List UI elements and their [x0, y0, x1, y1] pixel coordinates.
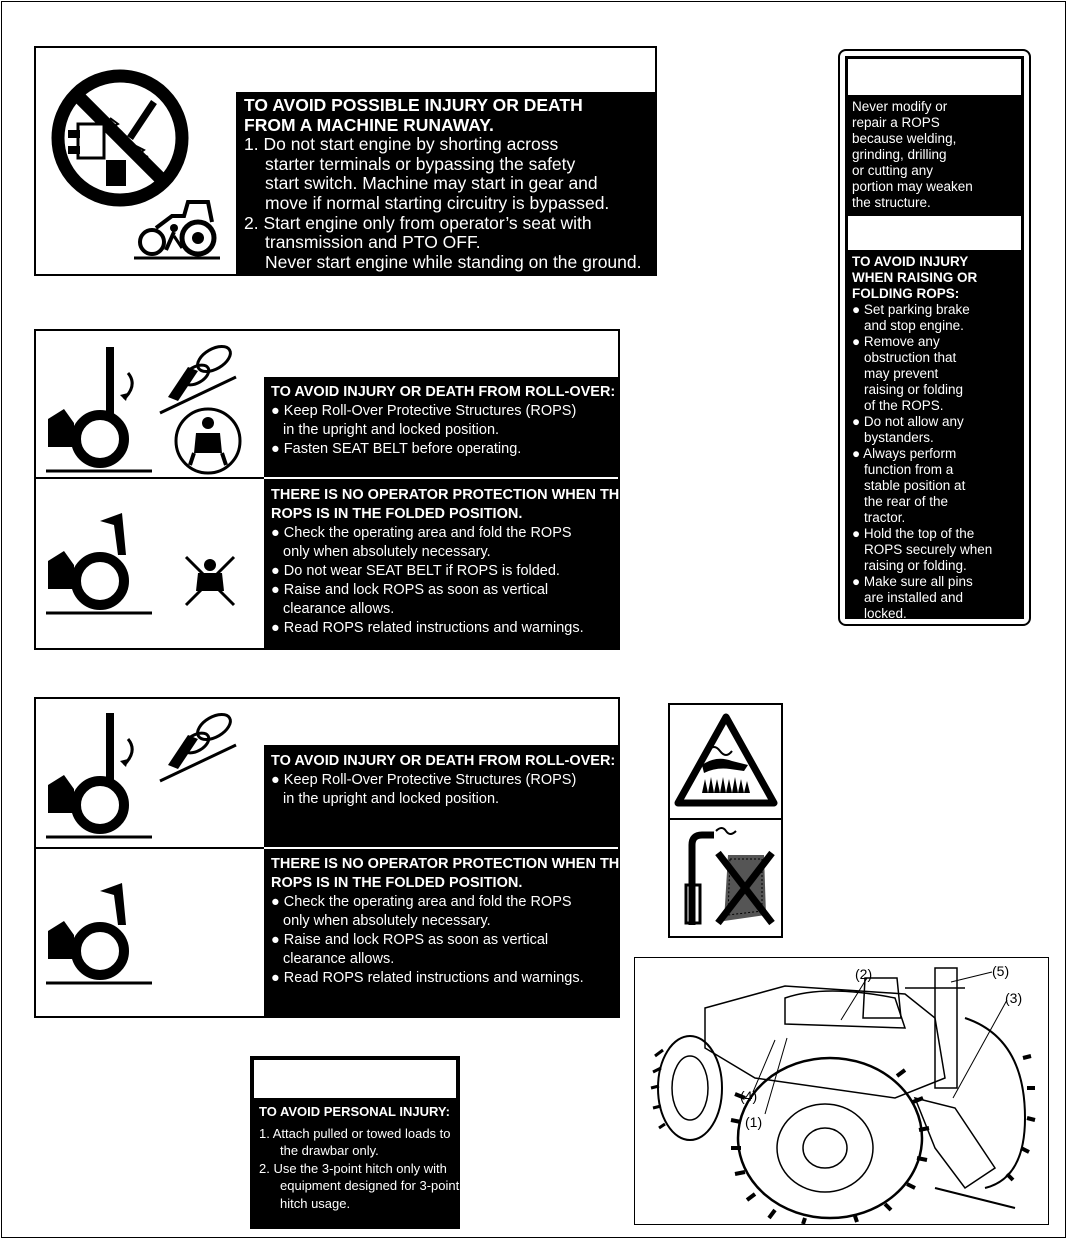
instruction-line: 1. Do not start engine by shorting across — [244, 134, 559, 155]
instruction-line: obstruction that — [864, 350, 957, 365]
rops-warning-label — [34, 697, 629, 1018]
rops-message-panel — [264, 331, 629, 648]
runaway-message-panel — [236, 48, 655, 274]
instruction-line: ● Always perform — [852, 446, 957, 461]
instruction-line: ● Make sure all pins — [852, 574, 973, 589]
callout-4: (4) — [740, 1088, 758, 1104]
rops-seatbelt-warning-label — [34, 329, 629, 650]
rops-modification-panel — [845, 56, 1024, 619]
signal-word-blank — [848, 59, 1021, 95]
instruction-line: the structure. — [852, 195, 931, 210]
instruction-line: 2. Use the 3-point hitch only with — [259, 1160, 447, 1176]
signal-word-blank — [264, 699, 618, 745]
instruction-line: tractor. — [864, 510, 906, 525]
instruction-line: grinding, drilling — [852, 147, 947, 162]
signal-word-blank — [236, 48, 655, 92]
rops-message-panel — [264, 699, 629, 1016]
instruction-line: ● Set parking brake — [852, 302, 970, 317]
instruction-line: ● Keep Roll-Over Protective Structures (ROPS) — [271, 772, 577, 788]
heading-line: TO AVOID INJURY OR DEATH FROM ROLL-OVER: — [271, 384, 616, 400]
hot-surface-warning-icon — [674, 713, 778, 809]
heading-line: WHEN RAISING OR — [852, 270, 978, 285]
heading-line: ROPS IS IN THE FOLDED POSITION. — [271, 506, 523, 522]
rops-modification-label — [838, 49, 1031, 626]
instruction-line: are installed and — [864, 590, 964, 605]
signal-word-blank — [264, 331, 618, 377]
instruction-line: start switch. Machine may start in gear and — [265, 173, 598, 194]
instruction-line: 2. Start engine only from operator’s seat with — [244, 212, 592, 233]
heading-line: TO AVOID INJURY — [852, 254, 969, 269]
heading-line: TO AVOID PERSONAL INJURY: — [259, 1104, 450, 1119]
tractor-runaway-icon — [132, 198, 222, 260]
instruction-line: the drawbar only. — [280, 1143, 379, 1159]
hot-surface-label — [668, 703, 783, 938]
instruction-line: and stop engine. — [864, 318, 964, 333]
heading-line: FROM A MACHINE RUNAWAY. — [244, 114, 494, 135]
no-start-circuit-bypass-icon — [50, 68, 190, 208]
panel-divider — [264, 847, 618, 849]
instruction-line: because welding, — [852, 131, 957, 146]
instruction-line: clearance allows. — [283, 601, 395, 617]
instruction-line: ROPS securely when — [864, 542, 993, 557]
panel-divider — [264, 477, 618, 479]
rollover-icon — [158, 705, 238, 783]
heading-line: THERE IS NO OPERATOR PROTECTION WHEN THE — [271, 856, 629, 872]
callout-2: (2) — [855, 966, 873, 982]
pictogram-divider — [36, 847, 264, 849]
instruction-line: raising or folding — [864, 382, 964, 397]
instruction-line: ● Raise and lock ROPS as soon as vertical — [271, 582, 549, 598]
pictogram-divider — [670, 818, 781, 820]
no-seat-belt-icon — [182, 553, 238, 609]
label-location-diagram — [634, 957, 1049, 1225]
instruction-line: in the upright and locked position. — [283, 791, 500, 807]
instruction-line: ● Do not allow any — [852, 414, 964, 429]
instruction-line: raising or folding. — [864, 558, 967, 573]
instruction-line: of the ROPS. — [864, 398, 944, 413]
instruction-line: repair a ROPS — [852, 115, 940, 130]
instruction-line: ● Check the operating area and fold the ROPS — [271, 894, 572, 910]
instruction-line: bystanders. — [864, 430, 934, 445]
instruction-line: Never start engine while standing on the ground. — [265, 251, 642, 272]
instruction-line: only when absolutely necessary. — [283, 913, 491, 929]
runaway-warning-label — [34, 46, 657, 276]
instruction-line: or cutting any — [852, 163, 934, 178]
instruction-line: portion may weaken — [852, 179, 973, 194]
instruction-line: starter terminals or bypassing the safety — [265, 153, 576, 174]
heading-line: TO AVOID INJURY OR DEATH FROM ROLL-OVER: — [271, 753, 616, 769]
instruction-line: in the upright and locked position. — [283, 422, 500, 438]
callout-5: (5) — [992, 963, 1010, 979]
instruction-line: ● Keep Roll-Over Protective Structures (ROPS) — [271, 403, 577, 419]
instruction-line: the rear of the — [864, 494, 949, 509]
rops-upright-icon — [44, 709, 154, 839]
no-hand-contact-exhaust-icon — [678, 825, 776, 933]
signal-word-blank — [848, 216, 1021, 250]
seat-belt-fastened-icon — [170, 407, 246, 475]
instruction-line: ● Read ROPS related instructions and warnings. — [271, 620, 584, 636]
drawbar-warning-label — [250, 1056, 460, 1229]
instruction-line: ● Raise and lock ROPS as soon as vertical — [271, 932, 549, 948]
signal-word-blank — [254, 1060, 456, 1098]
instruction-line: ● Check the operating area and fold the ROPS — [271, 525, 572, 541]
instruction-line: ● Hold the top of the — [852, 526, 975, 541]
instruction-line: move if normal starting circuitry is bypassed. — [265, 192, 610, 213]
callout-1: (1) — [745, 1114, 763, 1130]
heading-line: THERE IS NO OPERATOR PROTECTION WHEN THE — [271, 487, 629, 503]
callout-3: (3) — [1005, 990, 1023, 1006]
instruction-line: ● Fasten SEAT BELT before operating. — [271, 441, 522, 457]
rops-folded-icon — [44, 507, 154, 615]
instruction-line: Never modify or — [852, 99, 948, 114]
instruction-line: 1. Attach pulled or towed loads to — [259, 1125, 451, 1141]
instruction-line: ● Remove any — [852, 334, 940, 349]
instruction-line: may prevent — [864, 366, 939, 381]
instruction-line: ● Read ROPS related instructions and warnings. — [271, 970, 584, 986]
instruction-line: only when absolutely necessary. — [283, 544, 491, 560]
instruction-line: transmission and PTO OFF. — [265, 232, 481, 253]
instruction-line: function from a — [864, 462, 954, 477]
heading-line: ROPS IS IN THE FOLDED POSITION. — [271, 875, 523, 891]
instruction-line: clearance allows. — [283, 951, 395, 967]
instruction-line: locked. — [864, 606, 907, 621]
pictogram-divider — [36, 477, 264, 479]
tractor-illustration — [635, 958, 1048, 1224]
instruction-line: equipment designed for 3-point — [280, 1178, 460, 1194]
instruction-line: ● Do not wear SEAT BELT if ROPS is folded. — [271, 563, 560, 579]
rollover-icon — [158, 337, 238, 415]
instruction-line: stable position at — [864, 478, 966, 493]
heading-line: TO AVOID POSSIBLE INJURY OR DEATH — [244, 95, 583, 115]
rops-upright-icon — [44, 343, 154, 473]
heading-line: FOLDING ROPS: — [852, 286, 960, 301]
rops-folded-icon — [44, 877, 154, 985]
instruction-line: hitch usage. — [280, 1195, 351, 1211]
